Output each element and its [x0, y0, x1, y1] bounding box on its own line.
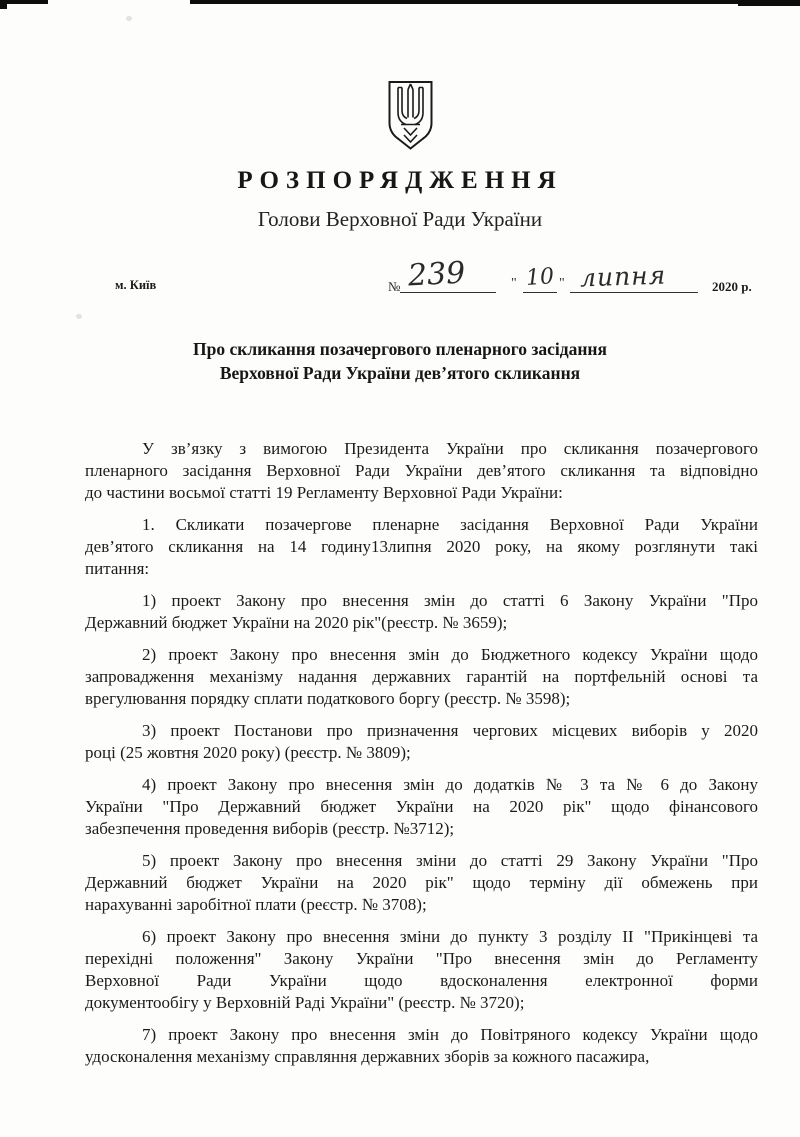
paragraph: [85, 644, 758, 710]
text-line: 2) проект Закону про внесення змін до Бюджетного кодексу України щодо: [142, 645, 758, 664]
scan-artifact-top-left: [0, 0, 48, 4]
text-line: забезпечення проведення виборів (реєстр. №3712);: [85, 819, 455, 838]
dateline: [0, 255, 800, 298]
paragraph: [85, 590, 758, 634]
text-line: Верховної Ради України щодо вдосконалення електронної форми: [85, 971, 758, 990]
paragraph: [85, 438, 758, 504]
text-line: 4) проект Закону про внесення змін до додатків № 3 та № 6 до Закону: [142, 775, 758, 794]
text-line: пленарного засідання Верховної Ради України дев’ятого скликання та відповідно: [85, 461, 758, 480]
scan-artifact-corner: [0, 0, 7, 9]
document-number-handwritten: 239: [407, 255, 467, 294]
number-sign: №: [388, 279, 401, 294]
text-line: питання:: [85, 559, 150, 578]
text-line: 1) проект Закону про внесення змін до статті 6 Закону України "Про: [142, 591, 758, 610]
subject-line: Верховної Ради України дев’ятого скликання: [219, 363, 581, 383]
scan-artifact-top-right: [738, 0, 800, 6]
text-line: дев’ятого скликання на 14 годину13липня 2020 року, на якому розглянути такі: [85, 537, 758, 556]
text-line: врегулювання порядку сплати податкового боргу (реєстр. № 3598);: [85, 689, 571, 708]
issuer-subtitle: Голови Верховної Ради України: [257, 207, 543, 231]
year-label: 2020 р.: [712, 279, 752, 294]
day-open-quote: ": [511, 276, 517, 291]
paragraph: [85, 926, 758, 1014]
text-line: документообігу у Верховній Раді України" (реєстр. № 3720);: [85, 993, 525, 1012]
day-close-quote: ": [559, 276, 565, 291]
text-line: У зв’язку з вимогою Президента України про скликання позачергового: [142, 439, 758, 458]
subject-line: Про скликання позачергового пленарного засідання: [193, 339, 607, 359]
paragraph: [85, 1024, 758, 1068]
text-line: Державний бюджет України на 2020 рік" щодо терміну дії обмежень при: [85, 873, 758, 892]
paragraph: [85, 514, 758, 580]
place-label: м. Київ: [115, 278, 157, 292]
month-handwritten: липня: [579, 260, 667, 293]
day-handwritten: 10: [525, 264, 555, 291]
text-line: 1. Скликати позачергове пленарне засідання Верховної Ради України: [142, 515, 758, 534]
coat-of-arms-icon: [387, 79, 434, 152]
text-line: Державний бюджет України на 2020 рік"(реєстр. № 3659);: [85, 613, 508, 632]
scan-artifact-top: [190, 0, 738, 4]
text-line: 7) проект Закону про внесення змін до Повітряного кодексу України щодо: [142, 1025, 758, 1044]
paragraph: [85, 720, 758, 764]
text-line: до частини восьмої статті 19 Регламенту Верховної Ради України:: [85, 483, 563, 502]
text-line: запровадження механізму надання державних гарантій на портфельній основі та: [85, 667, 758, 686]
text-line: році (25 жовтня 2020 року) (реєстр. № 3809);: [85, 743, 411, 762]
text-line: України "Про Державний бюджет України на 2020 рік" щодо фінансового: [85, 797, 758, 816]
subject-heading: [0, 337, 800, 385]
text-line: 6) проект Закону про внесення зміни до пункту 3 розділу II "Прикінцеві та: [142, 927, 758, 946]
scan-speck: [76, 314, 82, 319]
document-type-title: РОЗПОРЯДЖЕННЯ: [237, 167, 563, 194]
paragraph: [85, 850, 758, 916]
text-line: 3) проект Постанови про призначення чергових місцевих виборів у 2020: [142, 721, 758, 740]
body-text: [85, 438, 758, 1078]
text-line: перехідні положення" Закону України "Про внесення змін до Регламенту: [85, 949, 758, 968]
text-line: 5) проект Закону про внесення зміни до статті 29 Закону України "Про: [142, 851, 758, 870]
paragraph: [85, 774, 758, 840]
scan-speck: [126, 16, 132, 21]
text-line: удосконалення механізму справляння державних зборів за кожного пасажира,: [85, 1047, 650, 1066]
text-line: нарахуванні заробітної плати (реєстр. № 3708);: [85, 895, 427, 914]
